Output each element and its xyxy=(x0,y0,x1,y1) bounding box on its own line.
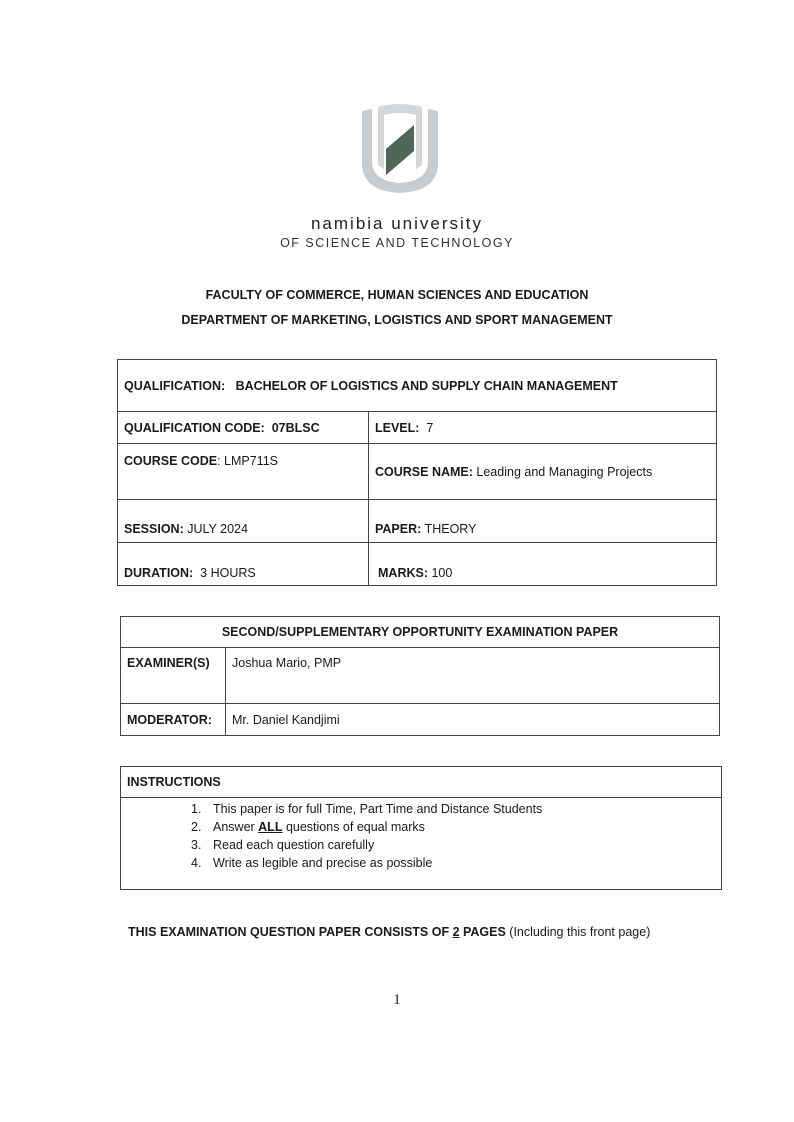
item-text: Read each question carefully xyxy=(213,838,375,852)
item-number: 3. xyxy=(191,838,202,852)
item-number: 2. xyxy=(191,820,202,834)
university-name: namibia university xyxy=(310,214,484,233)
session-cell xyxy=(118,500,369,543)
page-count: 2 xyxy=(452,925,460,939)
page-count-note xyxy=(128,925,650,939)
moderator-label: MODERATOR: xyxy=(121,704,226,736)
level-cell xyxy=(369,412,717,444)
item-text: questions of equal marks xyxy=(282,820,425,834)
paper-value: THEORY xyxy=(424,522,477,536)
label: QUALIFICATION: xyxy=(124,378,226,393)
marks-value: 100 xyxy=(431,566,453,580)
moderator-value: Mr. Daniel Kandjimi xyxy=(226,704,720,736)
course-details-table xyxy=(117,359,717,586)
course-name-value: Leading and Managing Projects xyxy=(476,464,653,479)
item-number: 4. xyxy=(191,856,202,870)
note-text: (Including this front page) xyxy=(505,925,651,939)
item-text: This paper is for full Time, Part Time and Distance Students xyxy=(213,802,543,816)
marks-cell xyxy=(369,543,717,586)
qualification-value: BACHELOR OF LOGISTICS AND SUPPLY CHAIN MANAGEMENT xyxy=(235,378,618,393)
label: QUALIFICATION CODE: xyxy=(124,420,265,435)
label: MARKS: xyxy=(378,566,428,580)
course-code-cell xyxy=(118,444,369,500)
duration-value: 3 HOURS xyxy=(200,566,256,580)
label: COURSE NAME: xyxy=(375,464,473,479)
instructions-title: INSTRUCTIONS xyxy=(121,767,722,798)
department-heading: DEPARTMENT OF MARKETING, LOGISTICS AND SPORT MANAGEMENT xyxy=(181,313,613,327)
examiner-label: EXAMINER(S) xyxy=(121,648,226,704)
instruction-item xyxy=(191,854,715,872)
level-value: 7 xyxy=(426,420,434,435)
university-subtitle: OF SCIENCE AND TECHNOLOGY xyxy=(280,236,514,250)
examiners-table xyxy=(120,616,720,736)
instructions-list xyxy=(121,798,722,890)
instruction-item xyxy=(191,818,715,836)
note-text: THIS EXAMINATION QUESTION PAPER CONSISTS OF xyxy=(128,925,453,939)
examiner-value: Joshua Mario, PMP xyxy=(226,648,720,704)
label: COURSE CODE xyxy=(124,454,218,468)
paper-cell xyxy=(369,500,717,543)
label: SESSION: xyxy=(124,522,184,536)
course-code-value: : LMP711S xyxy=(217,454,278,468)
qual-code-value: 07BLSC xyxy=(271,420,320,435)
instruction-item xyxy=(191,836,715,854)
qualification-cell xyxy=(118,360,717,412)
session-value: JULY 2024 xyxy=(187,522,248,536)
exam-type-title: SECOND/SUPPLEMENTARY OPPORTUNITY EXAMINATION PAPER xyxy=(121,617,720,648)
label: PAPER: xyxy=(375,522,422,536)
instructions-table xyxy=(120,766,722,890)
qual-code-cell xyxy=(118,412,369,444)
label: LEVEL: xyxy=(375,420,420,435)
university-logo-icon xyxy=(358,103,442,195)
label: DURATION: xyxy=(124,566,194,580)
item-text: Write as legible and precise as possible xyxy=(213,856,433,870)
course-name-cell xyxy=(369,444,717,500)
duration-cell xyxy=(118,543,369,586)
note-text: PAGES xyxy=(459,925,506,939)
item-number: 1. xyxy=(191,802,202,816)
instruction-item xyxy=(191,800,715,818)
item-emphasis: ALL xyxy=(258,820,283,834)
faculty-heading: FACULTY OF COMMERCE, HUMAN SCIENCES AND EDUCATION xyxy=(205,288,589,302)
page-number: 1 xyxy=(393,992,401,1008)
item-text: Answer xyxy=(213,820,259,834)
